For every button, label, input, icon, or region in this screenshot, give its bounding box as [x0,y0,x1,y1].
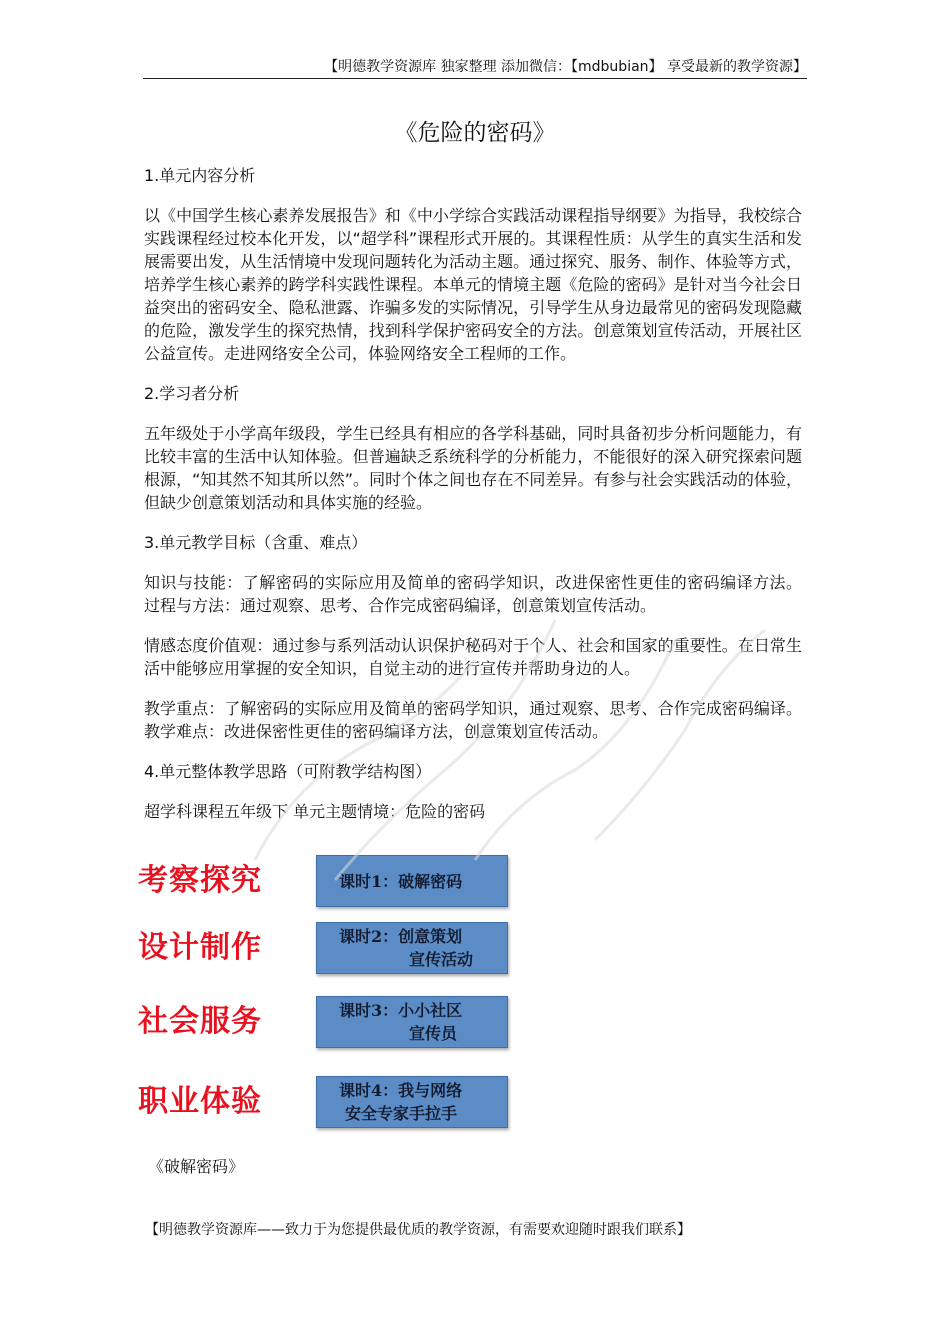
section-3-focus: 教学重点：了解密码的实际应用及简单的密码学知识，通过观察、思考、合作完成密码编译。 教学难点：改进保密性更佳的密码编译方法，创意策划宣传活动。 [144,699,802,741]
lesson-line-2: 宣传活动 [409,950,474,969]
section-3-attitude: 情感态度价值观：通过参与系列活动认识保护秘码对于个人、社会和国家的重要性。在日常生活中能够应用掌握的安全知识，自觉主动的进行宣传并帮助身边的人。 [144,636,802,678]
page-header [143,58,807,79]
page-footer: 【明德教学资源库——致力于为您提供最优质的教学资源，有需要欢迎随时跟我们联系】 [145,1222,691,1238]
diagram-row [138,855,518,915]
teaching-structure-diagram [138,855,518,1145]
section-4-heading: 4.单元整体教学思路（可附教学结构图） [144,762,432,781]
diagram-lesson-box [316,1076,508,1128]
lesson-line-1: 课时1：破解密码 [339,871,463,891]
diagram-row [138,996,518,1056]
lesson-line-1: 课时4：我与网络 [339,1081,463,1100]
header-text: 【明德教学资源库 独家整理 添加微信：【mdbubian】 享受最新的教学资源】 [324,59,807,75]
diagram-lesson-box [316,922,508,974]
diagram-category: 职业体验 [138,1084,262,1119]
diagram-category: 设计制作 [138,930,262,965]
lesson-line-2: 宣传员 [409,1024,458,1043]
diagram-category: 社会服务 [138,1004,262,1039]
lesson-line-2: 安全专家手拉手 [345,1104,458,1123]
section-2-body: 五年级处于小学高年级段，学生已经具有相应的各学科基础，同时具备初步分析问题能力，有比较丰富的生活中认知体验。但普遍缺乏系统科学的分析能力，不能很好的深入研究探索问题根源，“知其然不知其所以然”。同时个体之间也存在不同差异。有参与社会实践活动的体验，但缺少创意策划活动和具体实施的经验。 [144,424,802,512]
section-3-heading: 3.单元教学目标（含重、难点） [144,533,368,552]
diagram-category: 考察探究 [138,863,262,898]
section-2-heading: 2.学习者分析 [144,384,240,403]
document-title: 《危险的密码》 [394,120,556,146]
section-1-heading: 1.单元内容分析 [144,166,256,185]
diagram-lesson-box [316,855,508,907]
document-body [144,164,802,832]
section-1-body: 以《中国学生核心素养发展报告》和《中小学综合实践活动课程指导纲要》为指导，我校综合实践课程经过校本化开发，以“超学科”课程形式开展的。其课程性质：从学生的真实生活和发展需要出发，从生活情境中发现问题转化为活动主题。通过探究、服务、制作、体验等方式，培养学生核心素养的跨学科实践性课程。本单元的情境主题《危险的密码》是针对当今社会日益突出的密码安全、隐私泄露、诈骗多发的实际情况，引导学生从身边最常见的密码发现隐藏的危险，激发学生的探究热情，找到科学保护密码安全的方法。创意策划宣传活动，开展社区公益宣传。走进网络安全公司，体验网络安全工程师的工作。 [144,206,802,363]
lesson-line-1: 课时2：创意策划 [339,927,463,946]
section-4-intro: 超学科课程五年级下 单元主题情境：危险的密码 [144,802,486,821]
diagram-lesson-box [316,996,508,1048]
lesson-line-1: 课时3：小小社区 [339,1001,463,1020]
lesson-subtitle: 《破解密码》 [148,1157,245,1176]
diagram-row [138,922,518,982]
diagram-row [138,1076,518,1136]
section-3-knowledge: 知识与技能：了解密码的实际应用及简单的密码学知识，改进保密性更佳的密码编译方法。 过程与方法：通过观察、思考、合作完成密码编译，创意策划宣传活动。 [144,573,802,615]
